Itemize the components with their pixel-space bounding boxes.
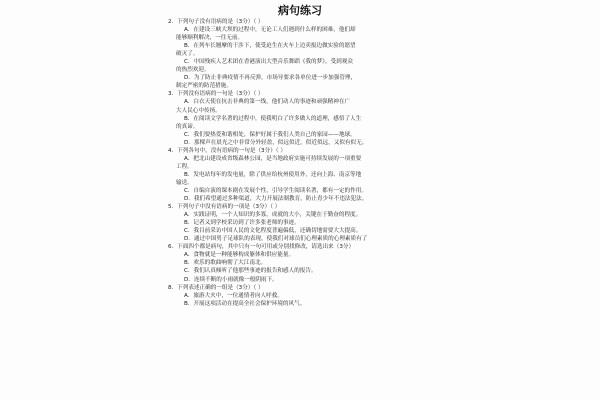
answer-option: D．连续不断的小雨就像一般阴雨下。	[184, 276, 278, 283]
answer-option: C．我们认真倾听了他那些事迹的报告和感人的报告。	[184, 268, 317, 275]
option-continuation: 的真谛。	[176, 123, 199, 130]
page-title: 病句练习	[278, 4, 322, 17]
answer-option: C．中国残疾人艺术团在香港演出大型音乐舞蹈《我的梦》，受到观众	[184, 59, 353, 66]
answer-option: D．通过中国男子足球队的表现，使我们对球员们心理素质的心理素质有了	[184, 236, 368, 243]
answer-option: A．在建设三峡大坝的过程中，无论工人们遇到什么样的困难，他们却	[184, 27, 356, 34]
option-continuation: 输送。	[176, 179, 193, 186]
answer-option: B．开展这项活动在提高全社会保护环境的风气。	[184, 300, 306, 307]
question-stem: 4．下列各句中，没有语病的一句是（3分）（ ）	[168, 147, 286, 154]
answer-option: A．白衣天使在抗击非典的第一线，他们动人的事迹和顽强精神在广	[184, 99, 351, 106]
question-stem: 5．下列句子中没有语病的一项是（3分）（ ）	[168, 204, 281, 211]
answer-option: B．记者又到学校采访到了许多张老师的事迹。	[184, 220, 300, 227]
answer-option: A．把北山建设成省级森林公园，是当地政府实施可持续发展的一项重要	[184, 155, 362, 162]
answer-option: B．欢乐的歌曲响彻了大江南北。	[184, 260, 267, 267]
answer-option: D．为了防止非典疫情不再反弹，市场导要求各单位进一步加强管理，	[184, 75, 357, 82]
option-continuation: 大人民心中传扬。	[176, 107, 221, 114]
answer-option: C．我目前采访中国人民的文化程度普遍偏低，还确切地需要大大提高。	[184, 228, 362, 235]
option-continuation: 工程。	[176, 163, 193, 170]
answer-option: B．在列车长翘摩的干涉下，使受迫生在火车上边卖报边做实验的愿望	[184, 43, 356, 50]
answer-option: D．我们希望通过多种渠道，大力开展法制教育，防止青少年不违法犯法。	[184, 196, 368, 203]
answer-option: B．在阅读文学名著的过程中，使我明白了许多做人的道理，感悟了人生	[184, 115, 362, 122]
question-list	[168, 18, 428, 308]
question-stem: 8．下列表述正确的一组是（3分）（ ）	[168, 284, 264, 291]
question-stem: 3．下列没有语病的一句是（3分）（ ）	[168, 91, 264, 98]
question-stem: 2．下列句子没有语病的是（3分）（ ）	[168, 19, 264, 25]
answer-option: C．自编自演的课本剧在发展个性，引导学生阅读名著，都有一定的作用。	[184, 187, 367, 194]
option-continuation: 的热烈欢迎。	[176, 67, 210, 74]
answer-option: C．我们要热爱和谐相处，保护好属于我们人类自己的家园——地球。	[184, 131, 356, 138]
answer-option: A．食物就是一种能够构成躯体和供应能量。	[184, 252, 295, 259]
option-continuation: 制定严密的防范措施。	[176, 83, 232, 90]
answer-option: A．实践证明，一个人知识的多寡，成就的大小，关键在于勤奋的程度。	[184, 212, 362, 219]
question-stem: 6．下面四个都是病句，其中只有一句可用或分别找修改，请选出来（3分）	[168, 244, 355, 251]
option-continuation: 能够顺利解决，一往无前。	[176, 35, 244, 42]
option-continuation: 破灭了。	[176, 51, 199, 58]
answer-option: B．发电站每年的发电量，除了供应给杭州使用外，还向上海、南京等地	[184, 171, 362, 178]
answer-option: D．那棵声在晨光之中非常分外轻盈，似远似近，似近似远，又似有似无。	[184, 139, 368, 146]
answer-option: A．旅游大火中，一位通情者向人呼救。	[184, 292, 283, 299]
